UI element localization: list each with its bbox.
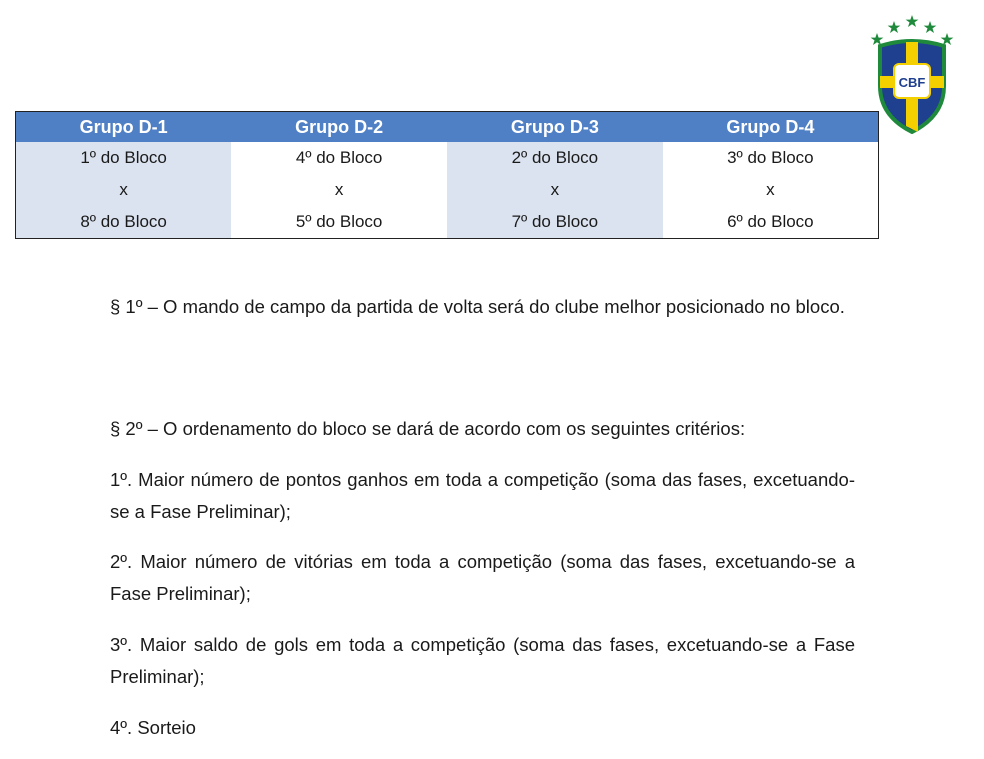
criterion-2: 2º. Maior número de vitórias em toda a competição (soma das fases, excetuando-se a Fase Preliminar);	[110, 551, 855, 604]
table-row	[16, 174, 879, 206]
header-grupo-d4: Grupo D-4	[663, 112, 879, 143]
cbf-logo	[866, 12, 958, 134]
table-cell: x	[16, 174, 232, 206]
table-cell: 6º do Bloco	[663, 206, 879, 239]
table-row	[16, 142, 879, 174]
table-header-row	[16, 112, 879, 143]
table-cell: x	[663, 174, 879, 206]
table-cell: x	[231, 174, 447, 206]
table-cell: 7º do Bloco	[447, 206, 663, 239]
table-cell: 1º do Bloco	[16, 142, 232, 174]
table-cell: 8º do Bloco	[16, 206, 232, 239]
groups-table	[15, 111, 879, 239]
header-grupo-d1: Grupo D-1	[16, 112, 232, 143]
logo-text: CBF	[898, 75, 926, 90]
criterion-1: 1º. Maior número de pontos ganhos em toda a competição (soma das fases, excetuando-se a Fase Preliminar);	[110, 469, 855, 522]
table-cell: 4º do Bloco	[231, 142, 447, 174]
table-cell: 2º do Bloco	[447, 142, 663, 174]
table-row	[16, 206, 879, 239]
paragraph-ordenamento: § 2º – O ordenamento do bloco se dará de acordo com os seguintes critérios:	[110, 418, 746, 439]
criterion-4: 4º. Sorteio	[110, 717, 196, 738]
table-cell: 3º do Bloco	[663, 142, 879, 174]
header-grupo-d2: Grupo D-2	[231, 112, 447, 143]
table-cell: x	[447, 174, 663, 206]
table-cell: 5º do Bloco	[231, 206, 447, 239]
criterion-3: 3º. Maior saldo de gols em toda a competição (soma das fases, excetuando-se a Fase Preliminar);	[110, 634, 855, 687]
header-grupo-d3: Grupo D-3	[447, 112, 663, 143]
paragraph-mando-de-campo: § 1º – O mando de campo da partida de volta será do clube melhor posicionado no bloco.	[110, 296, 845, 317]
